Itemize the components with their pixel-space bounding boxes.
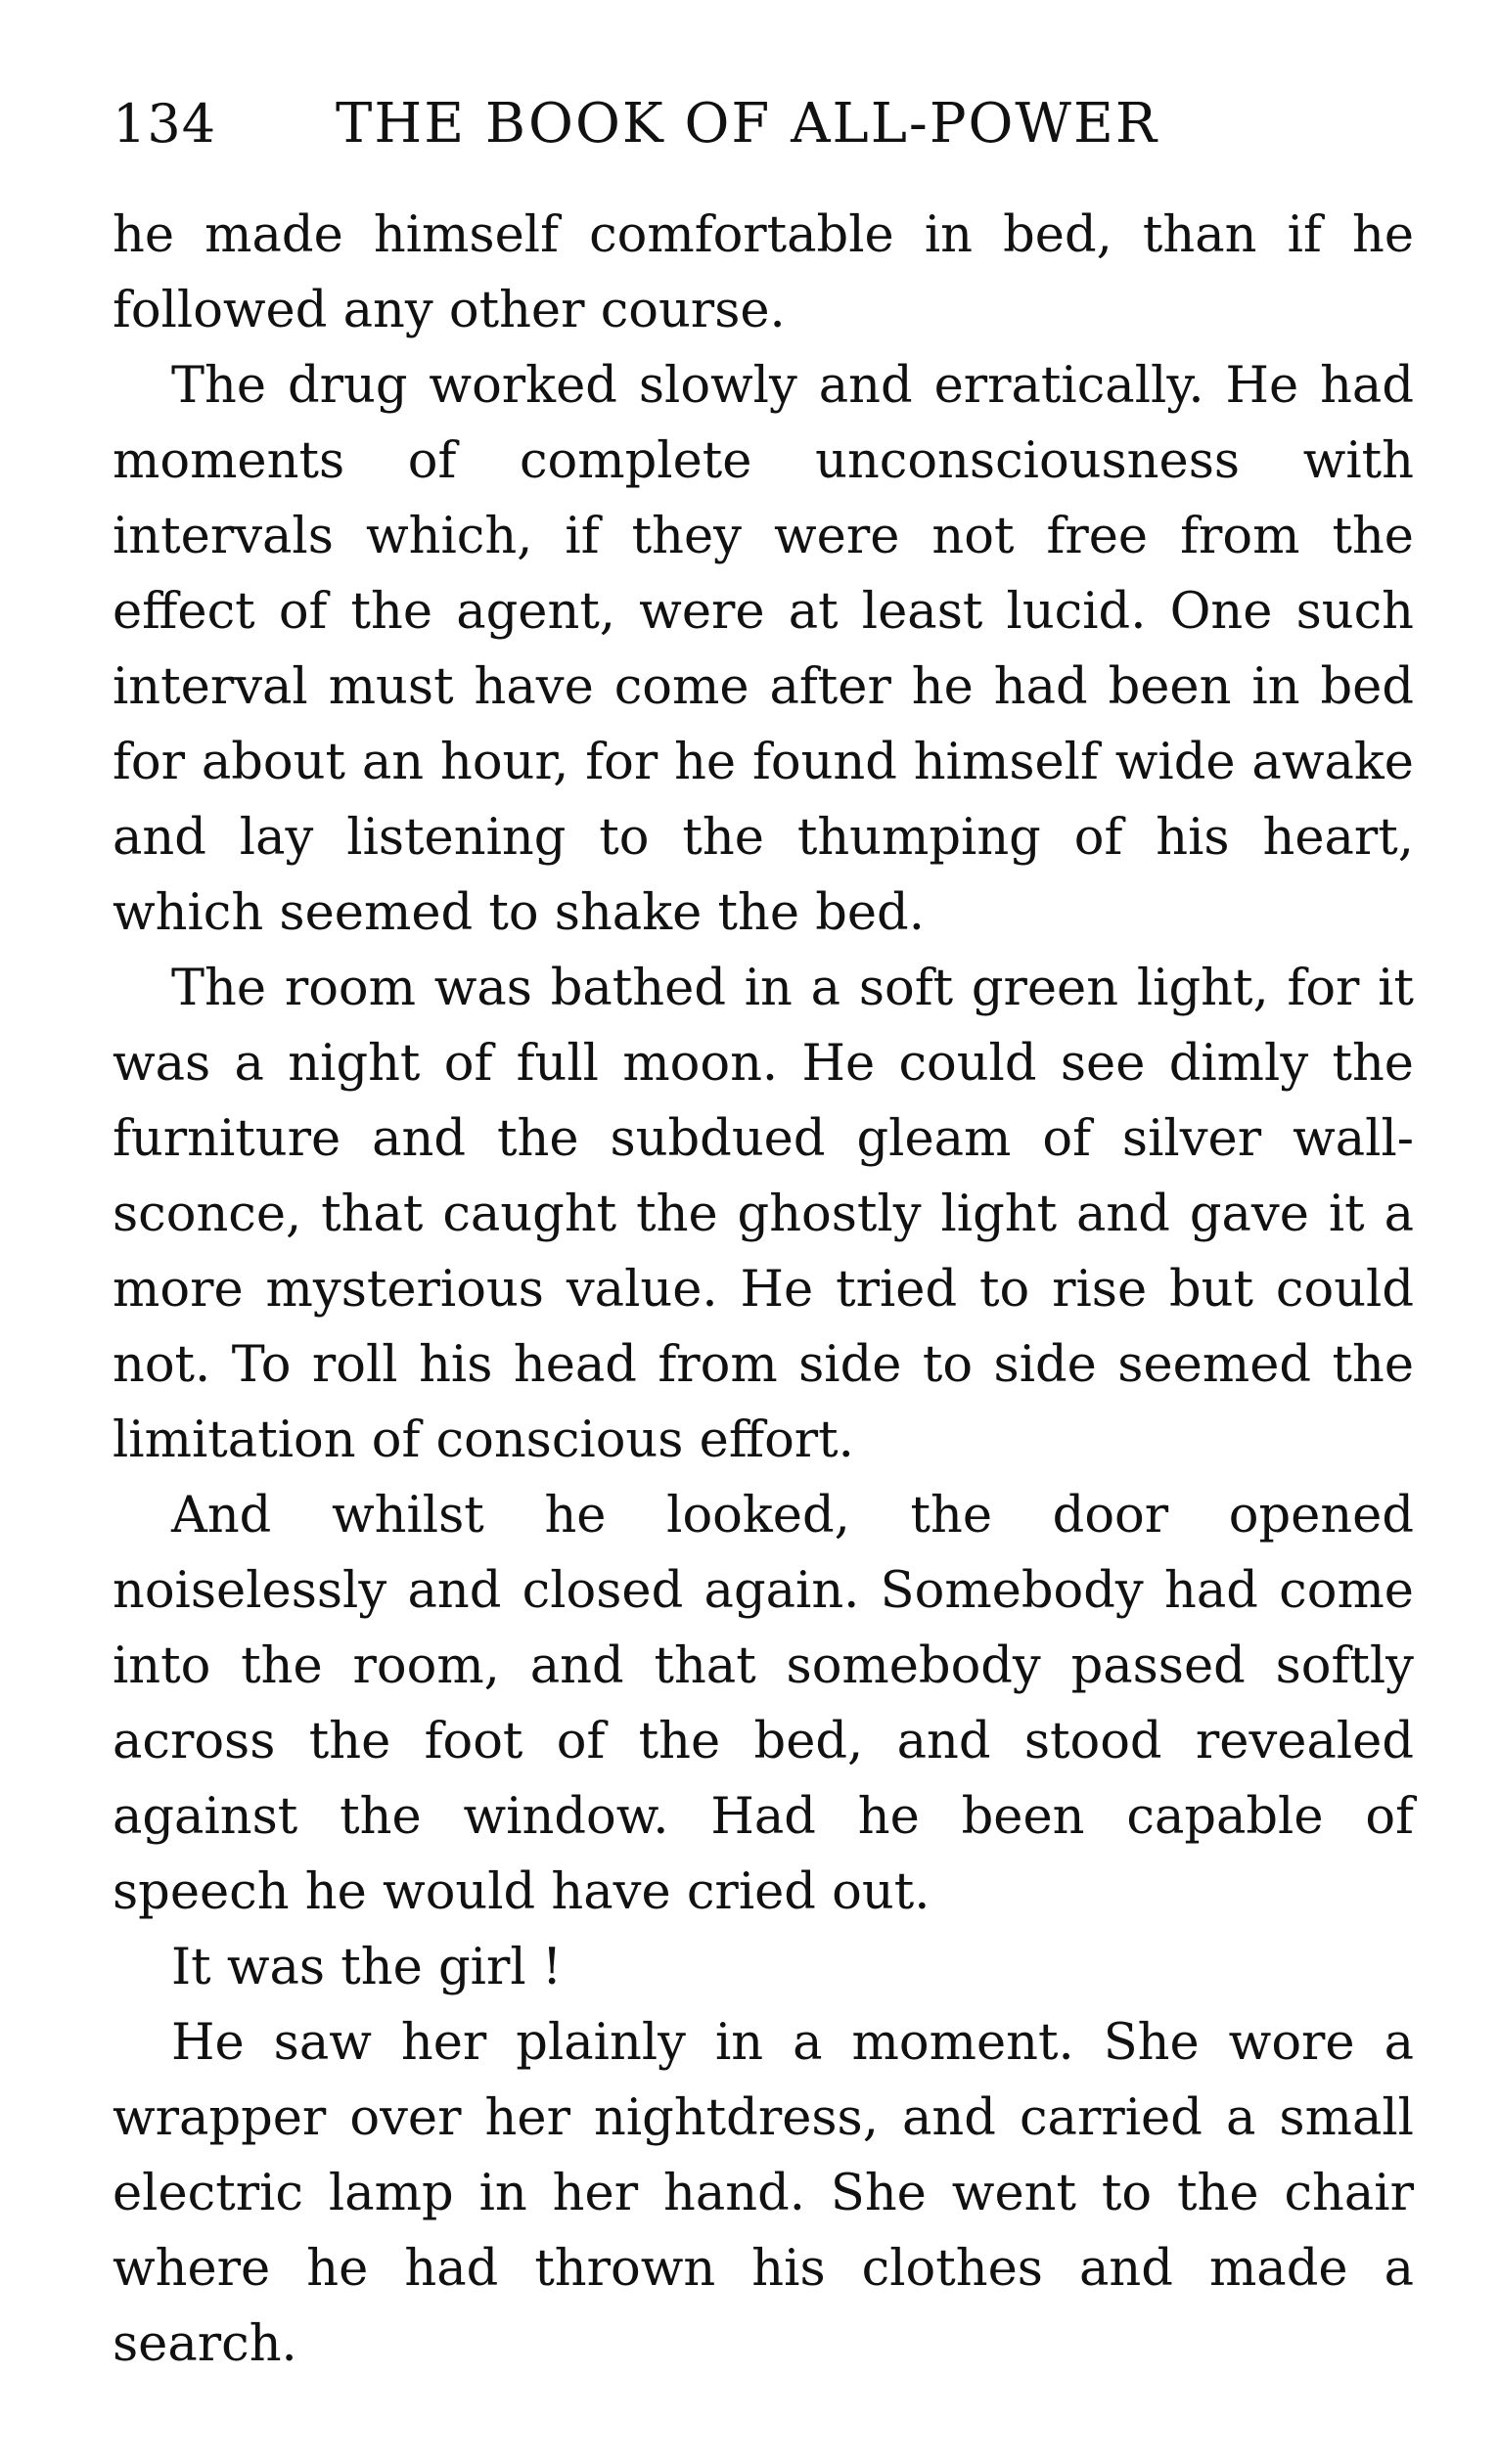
- paragraph: The drug worked slowly and erratically. He had moments of complete unconsciousness with intervals which, if they were not free from the effect of the agent, were at least lucid. One such interval must have come after he had been in bed for about an hour, for he found himself wide awake and lay listening to the thumping of his heart, which seemed to shake the bed.: [113, 357, 1414, 942]
- paragraph: It was the girl !: [171, 1939, 563, 1996]
- paragraph: The room was bathed in a soft green light, for it was a night of full moon. He could see dimly the furniture and the subdued gleam of silver wall-sconce, that caught the ghostly light and gave it a more mysterious value. He tried to rise but could not. To roll his head from side to side seemed the limitation of conscious effort.: [113, 960, 1414, 1469]
- paragraph: He saw her plainly in a moment. She wore a wrapper over her nightdress, and carried a small electric lamp in her hand. She went to the chair where he had thrown his clothes and made a search.: [113, 2014, 1414, 2373]
- paragraph: And whilst he looked, the door opened noiselessly and closed again. Somebody had come into the room, and that somebody passed softly across the foot of the bed, and stood revealed against the window. Had he been capable of speech he would have cried out.: [113, 1487, 1414, 1921]
- page-number: 134: [113, 93, 217, 155]
- running-head: [113, 90, 1414, 158]
- body-text: [113, 198, 1414, 2382]
- paragraph-continuation: he made himself comfortable in bed, than if he followed any other course.: [113, 206, 1414, 339]
- book-title: THE BOOK OF ALL-POWER: [336, 92, 1159, 156]
